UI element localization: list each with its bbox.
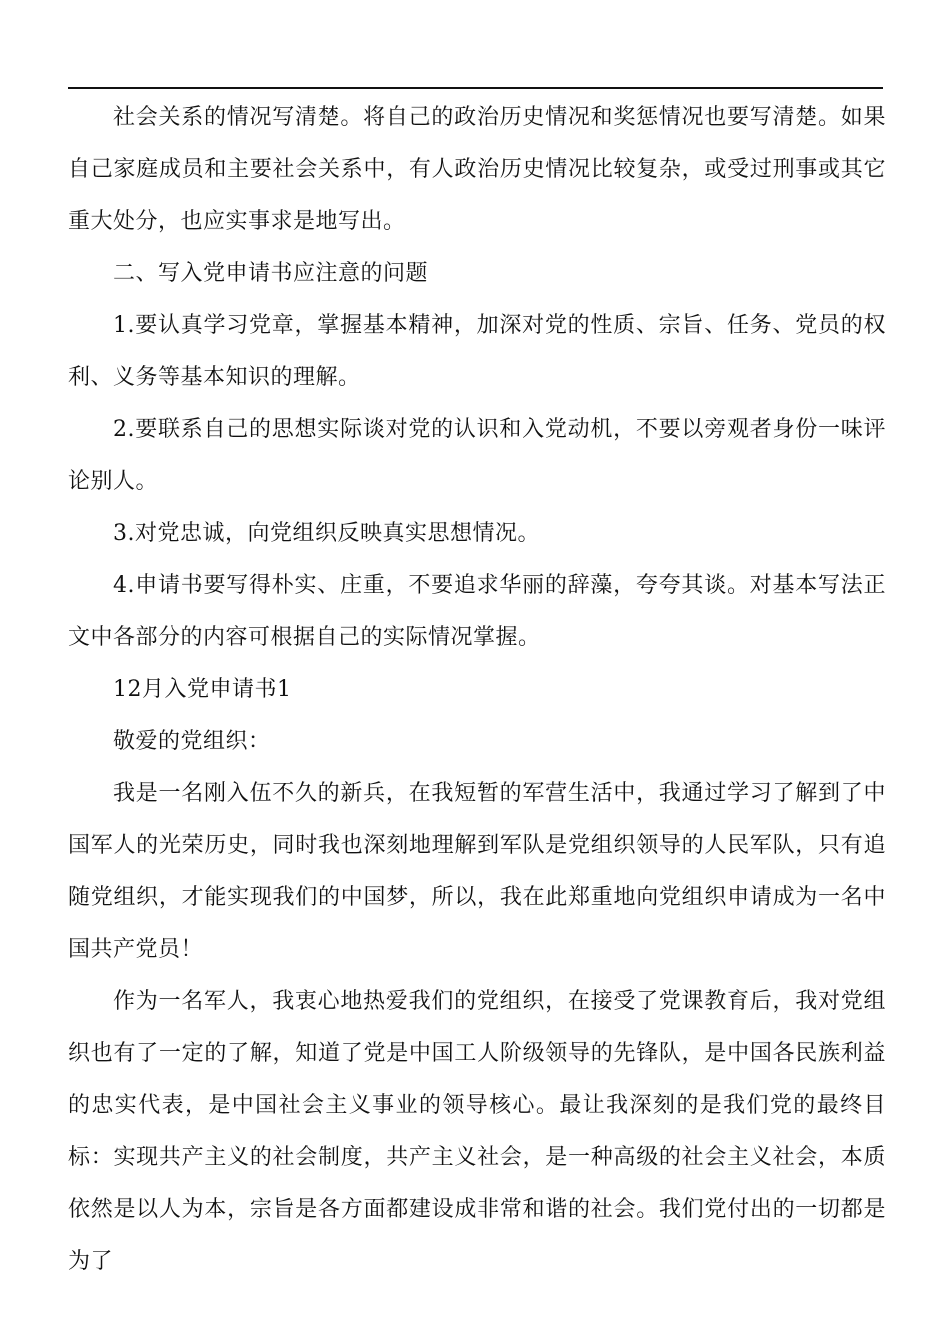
list-item-4: 4.申请书要写得朴实、庄重，不要追求华丽的辞藻，夸夸其谈。对基本写法正文中各部分的内容可根据自己的实际情况掌握。 — [68, 573, 886, 650]
header-rule — [68, 87, 883, 89]
list-item-2: 2.要联系自己的思想实际谈对党的认识和入党动机，不要以旁观者身份一味评论别人。 — [68, 417, 886, 494]
section-heading: 二、写入党申请书应注意的问题 — [113, 261, 429, 286]
letter-paragraph: 作为一名军人，我衷心地热爱我们的党组织，在接受了党课教育后，我对党组织也有了一定的了解，知道了党是中国工人阶级领导的先锋队，是中国各民族利益的忠实代表，是中国社会主义事业的领导核心。最让我深刻的是我们党的最终目标：实现共产主义的社会制度，共产主义社会，是一种高级的社会主义社会，本质依然是以人为本，宗旨是各方面都建设成非常和谐的社会。我们党付出的一切都是为了 — [68, 989, 886, 1274]
document-body — [68, 92, 886, 1288]
paragraph-continuation: 社会关系的情况写清楚。将自己的政治历史情况和奖惩情况也要写清楚。如果自己家庭成员和主要社会关系中，有人政治历史情况比较复杂，或受过刑事或其它重大处分，也应实事求是地写出。 — [68, 105, 886, 234]
letter-paragraph: 我是一名刚入伍不久的新兵，在我短暂的军营生活中，我通过学习了解到了中国军人的光荣历史，同时我也深刻地理解到军队是党组织领导的人民军队，只有追随党组织，才能实现我们的中国梦，所以，我在此郑重地向党组织申请成为一名中国共产党员！ — [68, 781, 886, 962]
list-item-3: 3.对党忠诚，向党组织反映真实思想情况。 — [113, 521, 540, 546]
letter-title: 12月入党申请书1 — [113, 677, 292, 702]
list-item-1: 1.要认真学习党章，掌握基本精神，加深对党的性质、宗旨、任务、党员的权利、义务等基本知识的理解。 — [68, 313, 886, 390]
letter-salutation: 敬爱的党组织： — [113, 729, 271, 754]
